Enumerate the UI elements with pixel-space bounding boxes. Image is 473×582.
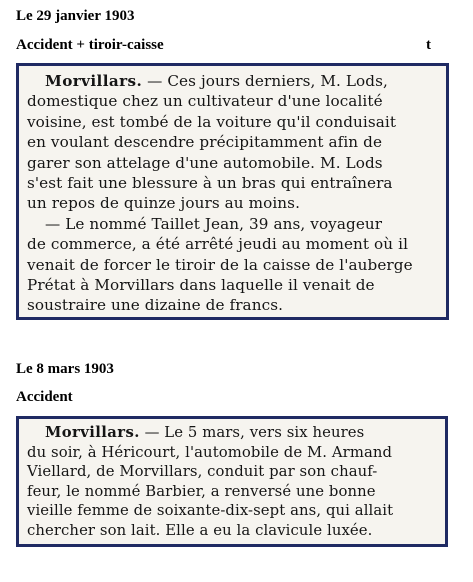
clipping-line: Viellard, de Morvillars, conduit par son chauf-: [27, 463, 378, 481]
clipping-line: garer son attelage d'une automobile. M. Lods: [27, 153, 383, 172]
entry-1-subject: Accident + tiroir-caisse: [16, 37, 164, 53]
clipping-line: [45, 71, 431, 91]
clipping-line-text: — Le 5 mars, vers six heures: [139, 424, 365, 441]
clipping-line: de commerce, a été arrêté jeudi au moment où il: [27, 235, 409, 254]
clipping-line: en voulant descendre précipitamment afin de: [27, 133, 383, 152]
clipping-line-text: — Ces jours derniers, M. Lods,: [142, 72, 388, 90]
entry-2-clipping: [16, 416, 448, 547]
clipping-line: — Le nommé Taillet Jean, 39 ans, voyageur: [45, 214, 383, 233]
clipping-line: [45, 423, 411, 443]
clipping-line: domestique chez un cultivateur d'une localité: [27, 92, 383, 111]
entry-1-date: Le 29 janvier 1903: [16, 8, 135, 24]
clipping-line: soustraire une dizaine de francs.: [27, 296, 284, 315]
clipping-line: Prétat à Morvillars dans laquelle il venait de: [27, 276, 375, 295]
clipping-place: Morvillars.: [45, 72, 143, 90]
clipping-line: un repos de quinze jours au moins.: [27, 194, 301, 213]
clipping-line: du soir, à Héricourt, l'automobile de M. Armand: [27, 443, 393, 461]
entry-2-date: Le 8 mars 1903: [16, 361, 114, 377]
entry-2-subject: Accident: [16, 389, 73, 405]
clipping-line: feur, le nommé Barbier, a renversé une bonne: [27, 482, 376, 500]
entry-1-clipping-text: [27, 71, 413, 316]
entry-1-clipping: [16, 63, 449, 320]
clipping-line: venait de forcer le tiroir de la caisse de l'auberge: [27, 255, 413, 274]
clipping-line: vieille femme de soixante-dix-sept ans, qui allait: [27, 502, 394, 520]
clipping-line: s'est fait une blessure à un bras qui entraînera: [27, 174, 393, 193]
entry-1-marker: t: [426, 37, 431, 53]
entry-2-clipping-text: [27, 423, 393, 541]
clipping-place: Morvillars.: [45, 424, 140, 441]
clipping-line: voisine, est tombé de la voiture qu'il conduisait: [27, 112, 397, 131]
clipping-line: chercher son lait. Elle a eu la clavicule luxée.: [27, 521, 373, 539]
